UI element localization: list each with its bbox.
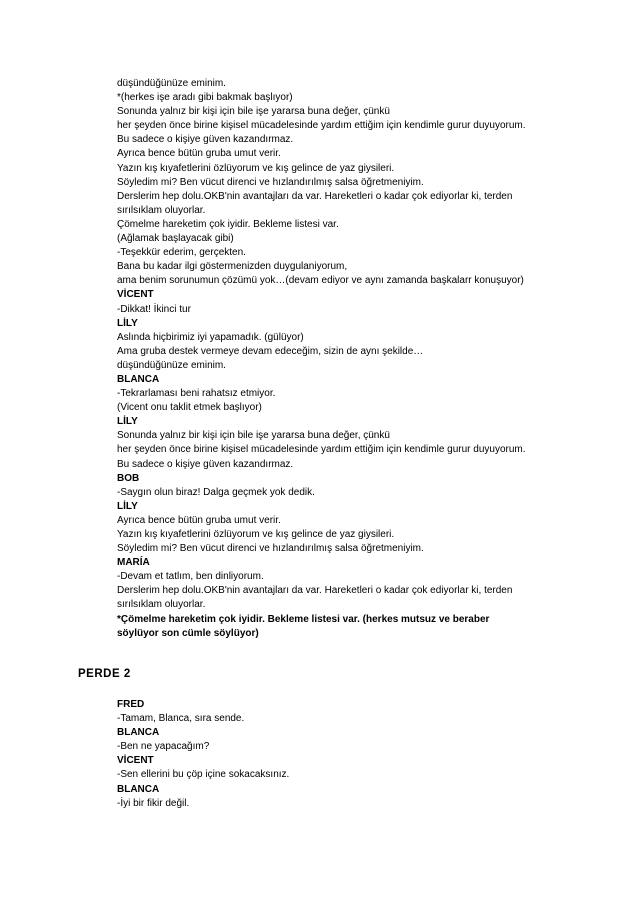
dialogue-line: Derslerim hep dolu.OKB'nin avantajları da var. Hareketleri o kadar çok ediyorlar ki, terden — [117, 585, 513, 597]
dialogue-line: Aslında hiçbirimiz iyi yapamadık. (gülüyor) — [117, 331, 304, 343]
dialogue-line: sırılsıklam oluyorlar. — [117, 204, 206, 216]
dialogue-line: düşündüğünüze eminim. — [117, 78, 226, 89]
script-block-act1 — [117, 77, 617, 641]
speaker-name: LİLY — [117, 317, 138, 329]
speaker-name: MARÍA — [117, 557, 150, 569]
dialogue-line: -Ben ne yapacağım? — [117, 741, 210, 753]
speaker-name: LİLY — [117, 500, 138, 512]
section-heading: PERDE 2 — [78, 668, 131, 680]
dialogue-line: Bu sadece o kişiye güven kazandırmaz. — [117, 458, 294, 470]
dialogue-line: ama benim sorunumun çözümü yok…(devam ediyor ve aynı zamanda başkalarr konuşuyor) — [117, 275, 524, 287]
speaker-name: BLANCA — [117, 783, 160, 795]
dialogue-line: Derslerim hep dolu.OKB'nin avantajları da var. Hareketleri o kadar çok ediyorlar ki, terden — [117, 190, 513, 202]
speaker-name: VİCENT — [117, 289, 154, 301]
dialogue-line: (Ağlamak başlayacak gibi) — [117, 233, 234, 245]
speaker-name: BLANCA — [117, 727, 160, 739]
dialogue-line: Yazın kış kıyafetlerini özlüyorum ve kış gelince de yaz giysileri. — [117, 162, 395, 174]
dialogue-line: düşündüğünüze eminim. — [117, 359, 226, 371]
dialogue-line: *(herkes işe aradı gibi bakmak başlıyor) — [117, 92, 293, 104]
dialogue-line: Bu sadece o kişiye güven kazandırmaz. — [117, 134, 294, 146]
dialogue-line: Ayrıca bence bütün gruba umut verir. — [117, 514, 281, 526]
dialogue-line: Bana bu kadar ilgi göstermenizden duygulaniyorum, — [117, 261, 348, 273]
dialogue-line: Sonunda yalnız bir kişi için bile işe yararsa buna değer, çünkü — [117, 106, 390, 118]
dialogue-line: her şeyden önce birine kişisel mücadelesinde yardım ettiğim için kendimle gurur duyuyorum. — [117, 120, 526, 132]
speaker-name: BOB — [117, 472, 140, 484]
speaker-name: VİCENT — [117, 755, 154, 767]
dialogue-line: Söyledim mi? Ben vücut direnci ve hızlandırılmış salsa öğretmeniyim. — [117, 543, 424, 555]
dialogue-line: -Dikkat! İkinci tur — [117, 303, 191, 315]
dialogue-line: Çömelme hareketim çok iyidir. Bekleme listesi var. — [117, 218, 339, 230]
dialogue-line: -Saygın olun biraz! Dalga geçmek yok dedik. — [117, 486, 315, 498]
dialogue-line: Sonunda yalnız bir kişi için bile işe yararsa buna değer, çünkü — [117, 430, 390, 442]
dialogue-line: sırılsıklam oluyorlar. — [117, 599, 206, 611]
dialogue-line: söylüyor son cümle söylüyor) — [117, 627, 259, 639]
dialogue-line: Ayrıca bence bütün gruba umut verir. — [117, 148, 281, 160]
dialogue-line: -Devam et tatlım, ben dinliyorum. — [117, 571, 264, 583]
script-block-act2 — [117, 698, 617, 811]
dialogue-line: -Tamam, Blanca, sıra sende. — [117, 713, 245, 725]
speaker-name: FRED — [117, 699, 145, 710]
dialogue-line: Ama gruba destek vermeye devam edeceğim, sizin de aynı şekilde… — [117, 345, 424, 357]
speaker-name: LİLY — [117, 416, 138, 428]
dialogue-line: -Sen ellerini bu çöp içine sokacaksınız. — [117, 769, 290, 781]
speaker-name: BLANCA — [117, 373, 160, 385]
dialogue-line: *Çömelme hareketim çok iyidir. Bekleme listesi var. (herkes mutsuz ve beraber — [117, 613, 490, 625]
dialogue-line: -Teşekkür ederim, gerçekten. — [117, 247, 246, 259]
dialogue-line: -Tekrarlaması beni rahatsız etmiyor. — [117, 388, 276, 400]
dialogue-line: Yazın kış kıyafetlerini özlüyorum ve kış gelince de yaz giysileri. — [117, 529, 395, 540]
dialogue-line: her şeyden önce birine kişisel mücadelesinde yardım ettiğim için kendimle gurur duyuyorum. — [117, 444, 526, 456]
dialogue-line: (Vicent onu taklit etmek başlıyor) — [117, 402, 262, 414]
dialogue-line: -İyi bir fikir değil. — [117, 797, 190, 809]
dialogue-line: Söyledim mi? Ben vücut direnci ve hızlandırılmış salsa öğretmeniyim. — [117, 176, 424, 188]
